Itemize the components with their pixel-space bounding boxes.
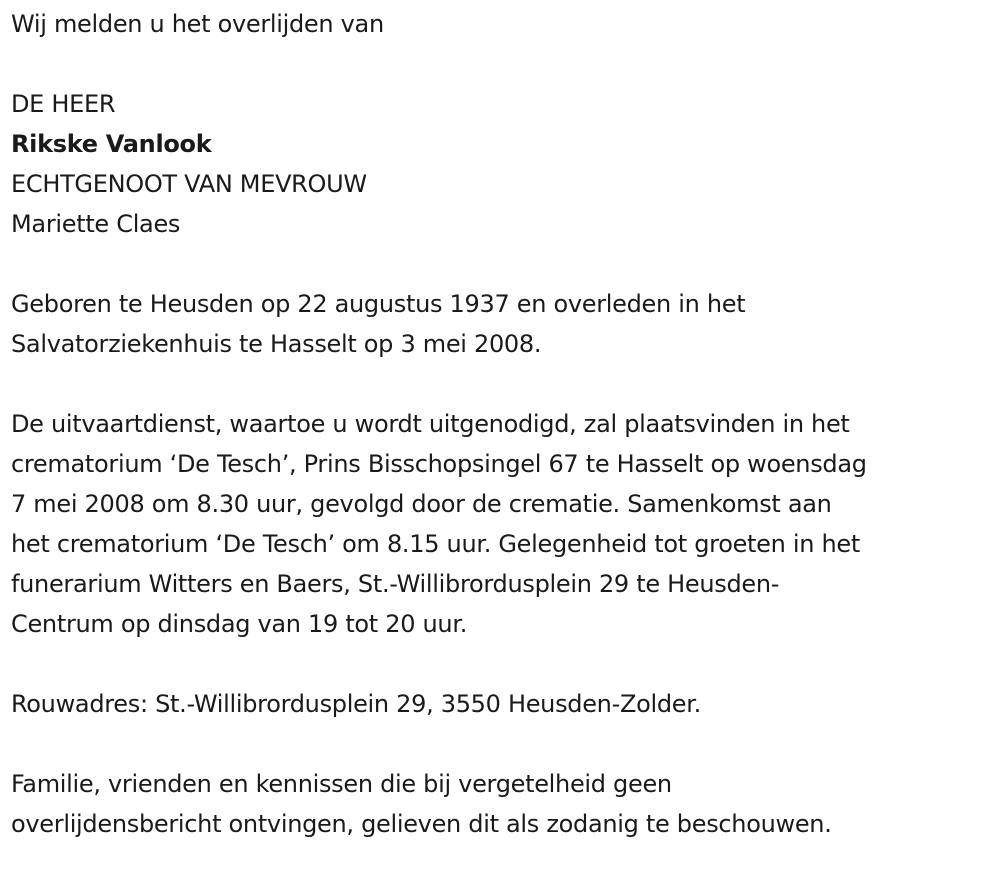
birth-death-paragraph <box>11 284 991 364</box>
spacer <box>11 644 991 684</box>
spacer <box>11 244 991 284</box>
intro-text: Wij melden u het overlijden van <box>11 10 384 38</box>
spacer <box>11 364 991 404</box>
paragraph-line: Salvatorziekenhuis te Hasselt op 3 mei 2008. <box>11 330 542 358</box>
spacer <box>11 44 991 84</box>
paragraph-line: funerarium Witters en Baers, St.-Willibrordusplein 29 te Heusden- <box>11 570 780 598</box>
paragraph-line: De uitvaartdienst, waartoe u wordt uitgenodigd, zal plaatsvinden in het <box>11 410 850 438</box>
paragraph-line: crematorium ‘De Tesch’, Prins Bisschopsingel 67 te Hasselt op woensdag <box>11 450 867 478</box>
paragraph-line: Centrum op dinsdag van 19 tot 20 uur. <box>11 610 468 638</box>
deceased-title: DE HEER <box>11 90 116 118</box>
paragraph-line: Geboren te Heusden op 22 augustus 1937 en overleden in het <box>11 290 746 318</box>
spacer <box>11 724 991 764</box>
spouse-title: ECHTGENOOT VAN MEVROUW <box>11 170 367 198</box>
paragraph-line: Familie, vrienden en kennissen die bij vergetelheid geen <box>11 770 672 798</box>
deceased-name: Rikske Vanlook <box>11 130 212 158</box>
death-notice <box>11 0 991 844</box>
paragraph-line: het crematorium ‘De Tesch’ om 8.15 uur. Gelegenheid tot groeten in het <box>11 530 860 558</box>
paragraph-line: overlijdensbericht ontvingen, gelieven dit als zodanig te beschouwen. <box>11 810 832 838</box>
mourning-address: Rouwadres: St.-Willibrordusplein 29, 3550 Heusden-Zolder. <box>11 690 701 718</box>
closing-paragraph <box>11 764 991 844</box>
spouse-name: Mariette Claes <box>11 210 181 238</box>
paragraph-line: 7 mei 2008 om 8.30 uur, gevolgd door de crematie. Samenkomst aan <box>11 490 832 518</box>
funeral-paragraph <box>11 404 991 644</box>
